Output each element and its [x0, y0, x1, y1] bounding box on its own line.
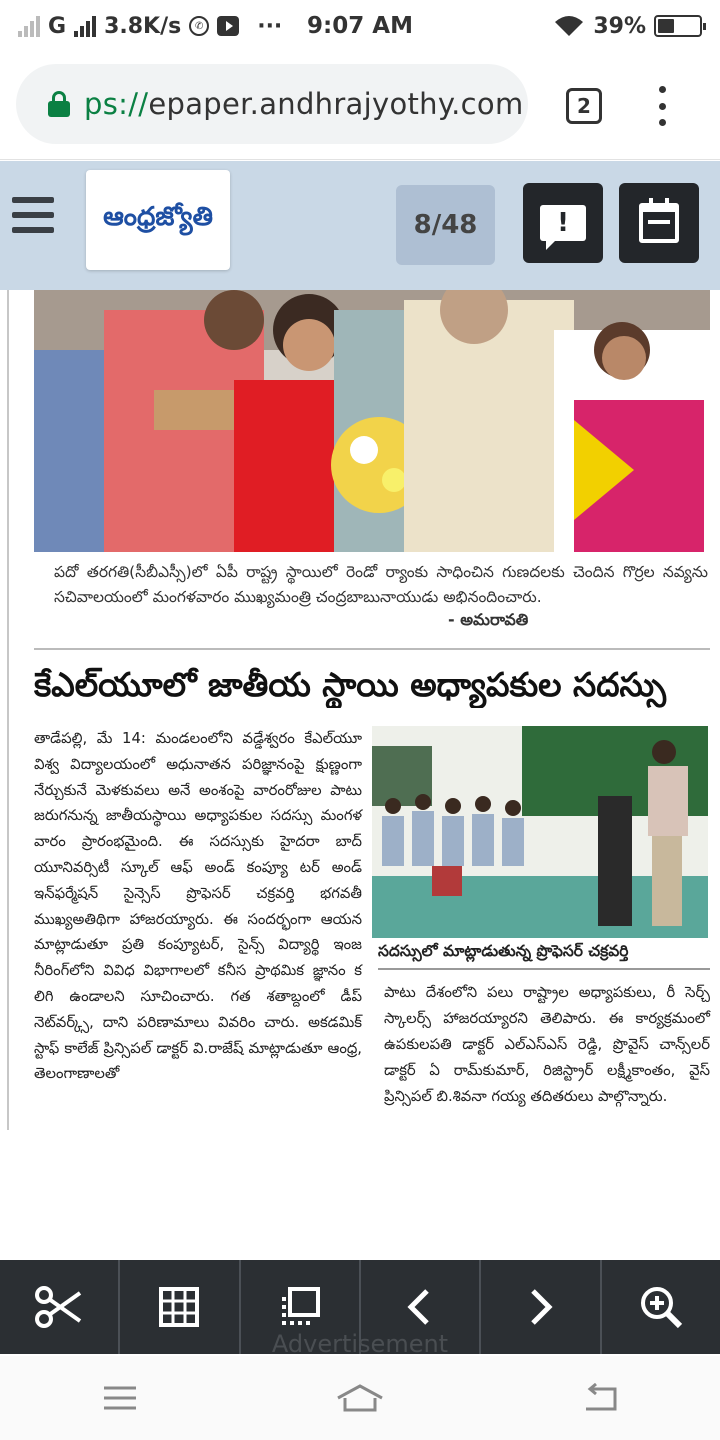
logo[interactable]	[86, 170, 230, 270]
section-divider	[34, 648, 710, 650]
epaper-page[interactable]	[0, 290, 720, 1260]
advertisement-label: Advertisement	[271, 1330, 449, 1356]
signal-strength-icon-sim1	[18, 15, 40, 37]
zoom-in-icon	[639, 1285, 683, 1329]
grid-icon	[159, 1287, 199, 1327]
menu-lines-icon	[102, 1385, 138, 1411]
home-button[interactable]	[320, 1368, 400, 1428]
epaper-header	[0, 161, 720, 290]
recent-apps-button[interactable]	[80, 1368, 160, 1428]
status-left	[18, 14, 553, 39]
url-scheme: ps://	[84, 87, 149, 121]
select-icon	[280, 1287, 320, 1327]
photo-caption: పదో తరగతి(సీబీఎస్సీ)లో ఏపీ రాష్ట్ర స్థాయిలో రెండో ర్యాంకు సాధించిన గుణదలకు చెందిన గొర్రల నవ్యను సచివాలయంలో మంగళవారం ముఖ్యమంత్రి చంద్రబాబునాయుడు అభినందించారు.	[54, 563, 708, 606]
status-right	[553, 14, 702, 39]
battery-icon	[654, 15, 702, 37]
wifi-icon	[553, 14, 585, 38]
status-bar	[0, 0, 720, 52]
network-speed: 3.8K/s	[104, 13, 182, 39]
battery-level	[658, 19, 674, 33]
back-icon	[582, 1383, 618, 1413]
url-text[interactable]	[84, 87, 524, 121]
back-button[interactable]	[560, 1368, 640, 1428]
browser-menu-button[interactable]	[652, 86, 672, 126]
column-divider	[7, 290, 9, 1130]
seminar-photo-caption: సదస్సులో మాట్లాడుతున్న ప్రొఫెసర్ చక్రవర్తి	[378, 942, 710, 970]
youtube-icon	[217, 16, 239, 36]
news-photo-felicitation	[34, 290, 710, 552]
photo-credit: - అమరావతి	[448, 610, 529, 629]
network-type: G	[48, 13, 67, 39]
system-nav-bar	[0, 1356, 720, 1440]
whatsapp-icon: ✆	[189, 16, 209, 36]
browser-toolbar	[0, 52, 720, 160]
logo-text: ఆంధ్రజ్యోతి	[103, 202, 213, 232]
page-indicator-button[interactable]: 8/48	[396, 185, 495, 265]
more-notifications-icon: ···	[257, 13, 283, 39]
scissors-icon	[34, 1285, 84, 1329]
signal-strength-icon-sim2	[74, 15, 96, 37]
article-headline: కేఎల్‌యూలో జాతీయ స్థాయి అధ్యాపకుల సదస్సు	[34, 665, 667, 704]
calendar-icon	[639, 203, 679, 243]
chevron-right-icon	[525, 1287, 555, 1327]
feedback-icon: !	[540, 205, 586, 241]
calendar-button[interactable]	[619, 183, 699, 263]
chevron-left-icon	[405, 1287, 435, 1327]
feedback-button[interactable]	[523, 183, 603, 263]
article-body-right: పాటు దేశంలోని పలు రాష్ట్రాల అధ్యాపకులు, రీ సెర్చ్ స్కాలర్స్ హాజరయ్యారని తెలిపారు. ఈ కార్యక్రమంలో ఉపకులపతి డాక్టర్ ఎల్ఎస్ఎస్ రెడ్డి, ప్రొవైస్ చాన్స్‌లర్ డాక్టర్ ఏ రామ్‌కుమార్, రిజిస్ట్రార్ లక్ష్మీకాంతం, వైస్ ప్రిన్సిపల్ బి.శివనా గయ్య తదితరులు పాల్గొన్నారు.	[384, 984, 710, 1105]
address-bar[interactable]	[16, 64, 528, 144]
lock-icon[interactable]	[48, 91, 70, 117]
tab-switcher-button[interactable]: 2	[566, 88, 602, 124]
url-host: epaper.andhrajyothy.com	[148, 87, 524, 121]
home-icon	[335, 1382, 385, 1414]
article-body-left: తాడేపల్లి, మే 14: మండలంలోని వడ్డేశ్వరం కేఎల్‌యూ విశ్వ విద్యాలయంలో అధునాతన పరిజ్ఞానంపై క్షుణ్ణంగా నేర్చుకునే మెళకువలు అనే అంశంపై వారంరోజుల పాటు జరుగనున్న జాతీయస్థాయి అధ్యాపకుల సదస్సు మంగళ వారం ప్రారంభమైంది. ఈ సదస్సుకు హైదరా బాద్ యూనివర్సిటీ స్కూల్ ఆఫ్ అండ్ కంప్యూ టర్ అండ్ ఇన్‌ఫర్మేషన్ సైన్సెస్ ప్రొఫెసర్ చక్రవర్తి భగవతీ ముఖ్యఅతిథిగా హాజరయ్యారు. ఈ సందర్భంగా ఆయన మాట్లాడుతూ ప్రతి కంప్యూటర్, సైన్స్ విద్యార్థి ఇంజ నీరింగ్‌లోని వివిధ విభాగాలలో కనీస ప్రాథమిక జ్ఞానం క లిగి ఉండాలని సూచించారు. గత శతాబ్దంలో డీప్ నెట్‌వర్క్స్, దాని పరిణామాలు వివరిం చారు. అకడమిక్ స్టాఫ్ కాలేజ్ ప్రిన్సిపల్ డాక్టర్ వి.రాజేష్ మాట్లాడుతూ ఆంధ్ర, తెలంగాణాలతో	[34, 730, 362, 1083]
news-photo-seminar	[372, 726, 708, 938]
hamburger-menu-icon[interactable]	[12, 197, 54, 233]
battery-percent: 39%	[593, 13, 646, 39]
clock: 9:07 AM	[307, 13, 413, 39]
